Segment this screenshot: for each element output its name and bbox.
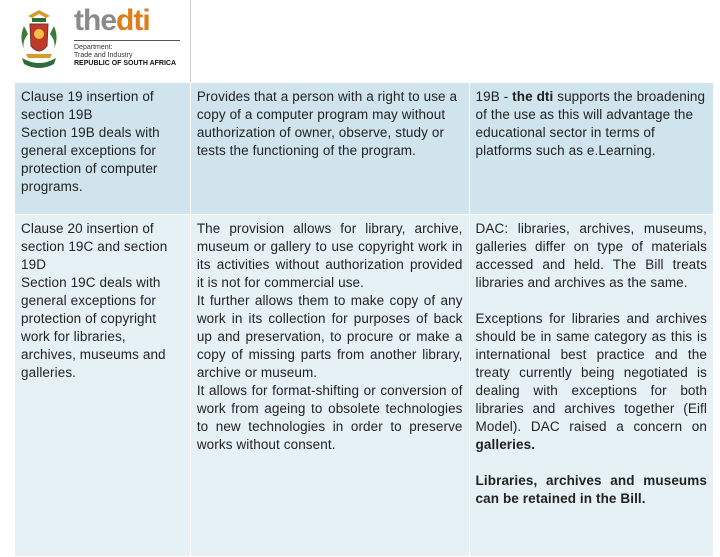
brand-logo-text: thedti <box>74 4 150 37</box>
provision-cell: The provision allows for library, archive, museum or gallery to use copyright work in its activities without authorization provided it is not for commercial use. It further allows them to make copy of any work in its collection for purposes of back up and preservation, to procure or make a copy of missing parts from another library, archive or museum. It allows for format-shifting or conversion of work from ageing to obsolete technologies to new technologies in order to preserve works without consent. <box>190 215 469 557</box>
brand-divider <box>74 40 180 41</box>
clause-cell: Clause 19 insertion of section 19B Section 19B deals with general exceptions for protection of computer programs. <box>15 83 191 215</box>
department-name: Department: Trade and Industry REPUBLIC OF SOUTH AFRICA <box>74 44 177 67</box>
comment-cell: DAC: libraries, archives, museums, galleries differ on type of materials accessed and held. The Bill treats libraries and archives as the same. Exceptions for libraries and archives should be in same category as this is international best practice and the treaty currently being negotiated is dealing with exceptions for both libraries and archives together (Eifl Model). DAC raised a concern on galleries. Libraries, archives and museums can be retained in the Bill. <box>469 215 713 557</box>
table-row <box>15 215 714 557</box>
coat-of-arms-icon <box>14 6 64 76</box>
table-row <box>15 83 714 215</box>
clause-comment-table <box>14 82 714 557</box>
comment-cell: 19B - the dti supports the broadening of the use as this will advantage the educational sector in terms of platforms such as e.Learning. <box>469 83 713 215</box>
provision-cell: Provides that a person with a right to use a copy of a computer program may without authorization of owner, observe, study or tests the functioning of the program. <box>190 83 469 215</box>
header-column-divider <box>190 0 191 82</box>
page-header <box>0 0 720 82</box>
clause-cell: Clause 20 insertion of section 19C and section 19D Section 19C deals with general exceptions for protection of copyright work for libraries, archives, museums and galleries. <box>15 215 191 557</box>
